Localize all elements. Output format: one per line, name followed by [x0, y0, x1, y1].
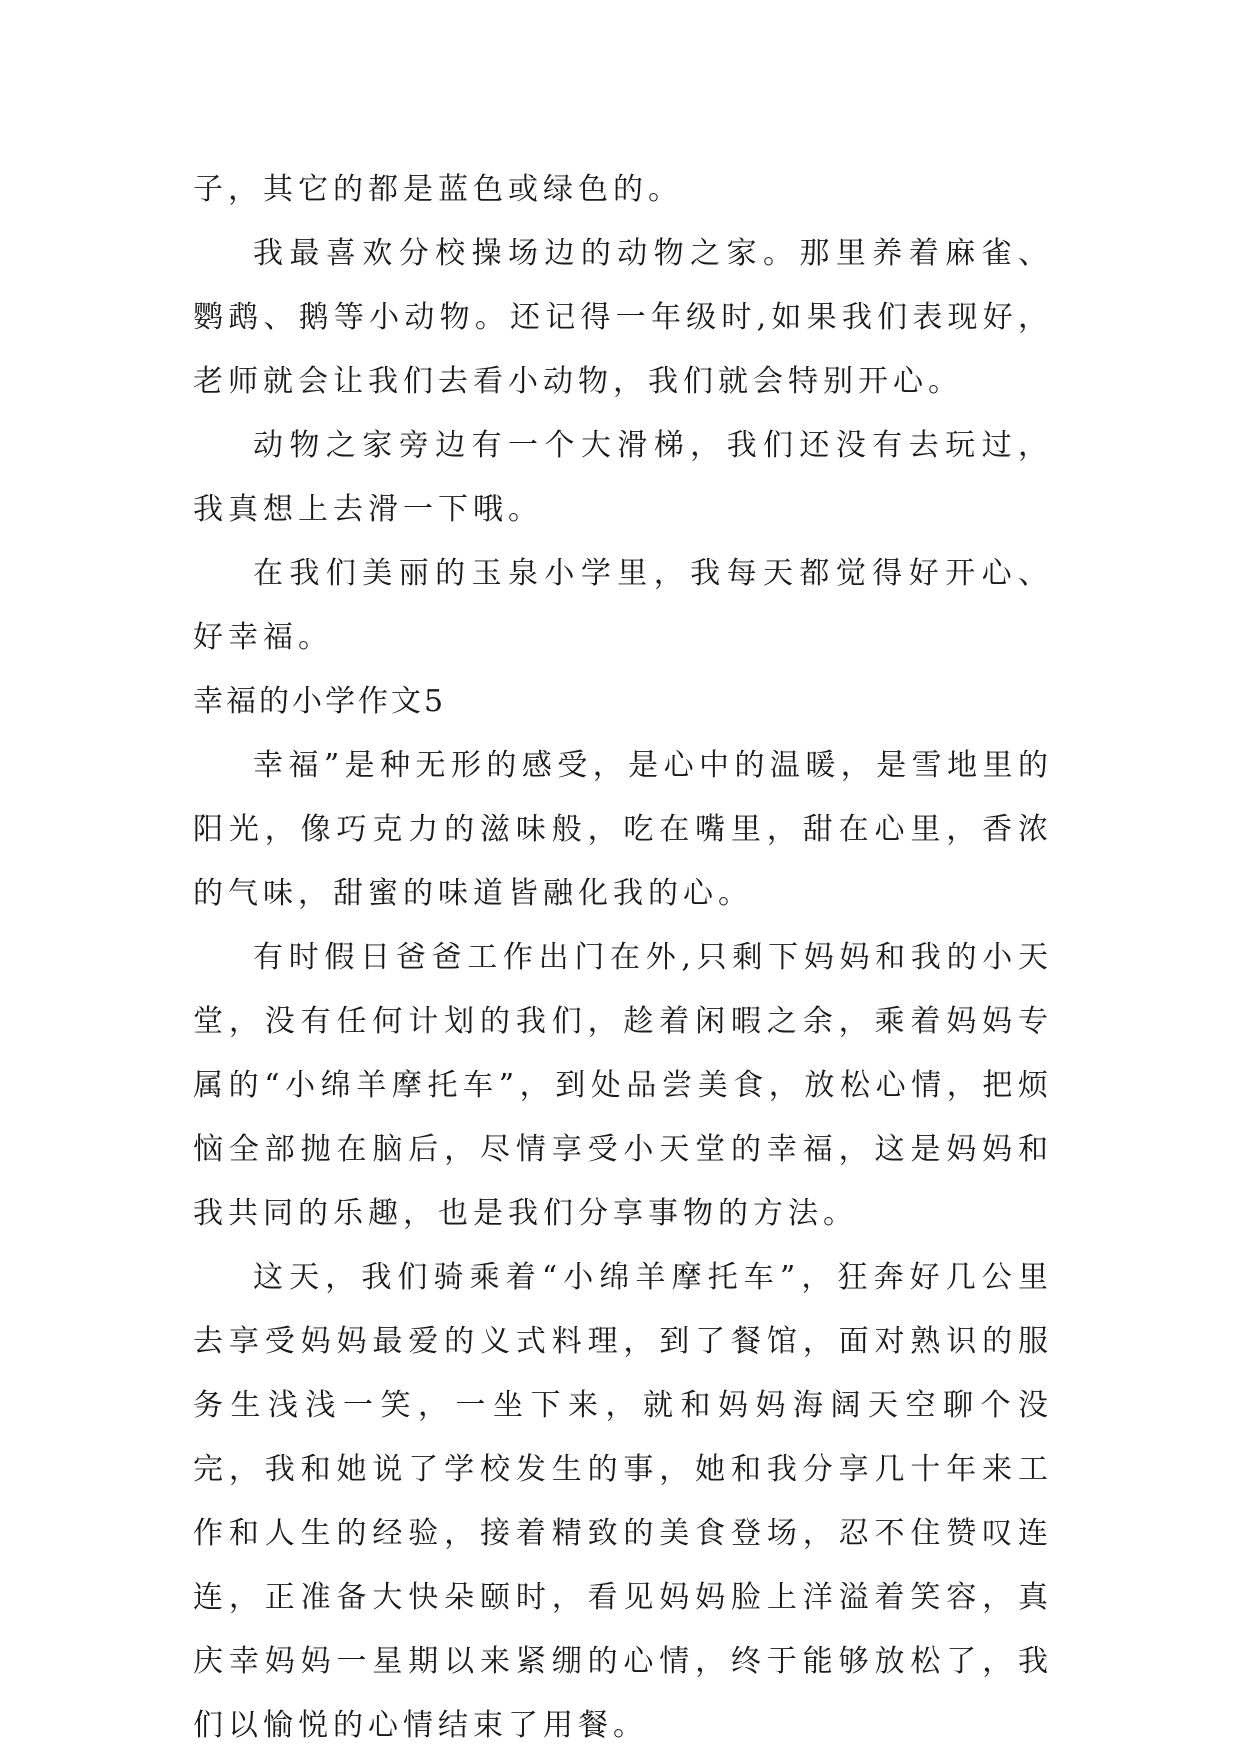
section-heading: 幸福的小学作文5	[193, 684, 447, 719]
paragraph-happiness: 在我们美丽的玉泉小学里，我每天都觉得好开心、好幸福。	[193, 556, 1053, 655]
paragraph-intro: 幸福”是种无形的感受，是心中的温暖，是雪地里的阳光，像巧克力的滋味般，吃在嘴里，甜在心里，香浓的气味，甜蜜的味道皆融化我的心。	[193, 748, 1053, 911]
paragraph-slide: 动物之家旁边有一个大滑梯，我们还没有去玩过，我真想上去滑一下哦。	[193, 428, 1053, 527]
paragraph-continuation: 子，其它的都是蓝色或绿色的。	[193, 172, 683, 207]
document-body	[193, 158, 1053, 1758]
paragraph-holiday: 有时假日爸爸工作出门在外,只剩下妈妈和我的小天堂，没有任何计划的我们，趁着闲暇之余，乘着妈妈专属的“小绵羊摩托车”，到处品尝美食，放松心情，把烦恼全部抛在脑后，尽情享受小天堂的幸福，这是妈妈和我共同的乐趣，也是我们分享事物的方法。	[193, 940, 1053, 1231]
paragraph-restaurant: 这天，我们骑乘着“小绵羊摩托车”，狂奔好几公里去享受妈妈最爱的义式料理，到了餐馆，面对熟识的服务生浅浅一笑，一坐下来，就和妈妈海阔天空聊个没完，我和她说了学校发生的事，她和我分享几十年来工作和人生的经验，接着精致的美食登场，忍不住赞叹连连，正准备大快朵颐时，看见妈妈脸上洋溢着笑容，真庆幸妈妈一星期以来紧绷的心情，终于能够放松了，我们以愉悦的心情结束了用餐。	[193, 1260, 1053, 1743]
paragraph-animal-home: 我最喜欢分校操场边的动物之家。那里养着麻雀、鹦鹉、鹅等小动物。还记得一年级时,如果我们表现好，老师就会让我们去看小动物，我们就会特别开心。	[193, 236, 1053, 399]
